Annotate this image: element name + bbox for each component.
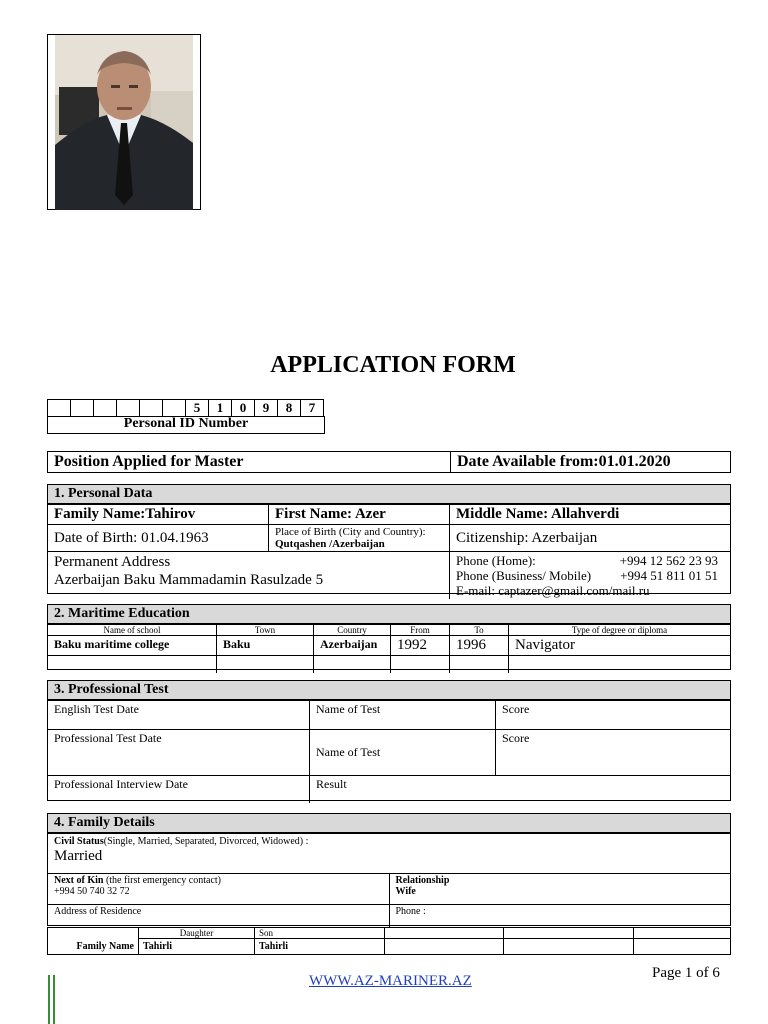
col-degree: Type of degree or diploma: [509, 625, 731, 636]
address-label: Permanent Address: [54, 554, 171, 570]
kin-label: Next of Kin: [54, 875, 104, 886]
to-cell[interactable]: 1996: [450, 636, 509, 656]
id-digit[interactable]: [117, 400, 140, 417]
col-country: Country: [314, 625, 391, 636]
id-digit[interactable]: 1: [209, 400, 232, 417]
id-digit[interactable]: 0: [232, 400, 255, 417]
address-field[interactable]: [48, 552, 450, 600]
date-available[interactable]: Date Available from:01.01.2020: [451, 452, 731, 473]
col-from: From: [391, 625, 450, 636]
civil-value: Married: [54, 848, 103, 864]
civil-status-field[interactable]: [48, 834, 730, 874]
from-cell[interactable]: 1992: [391, 636, 450, 656]
empty-cell: [634, 928, 731, 939]
english-test-date[interactable]: English Test Date: [48, 701, 310, 730]
kin-label-rest: (the first emergency contact): [103, 875, 221, 886]
interview-date[interactable]: Professional Interview Date: [48, 776, 310, 803]
id-digit[interactable]: 8: [278, 400, 301, 417]
family-name-field[interactable]: Family Name:Tahirov: [48, 505, 269, 525]
col-town: Town: [217, 625, 314, 636]
daughter-name[interactable]: Tahirli: [139, 939, 255, 955]
family-details-section: [47, 813, 731, 926]
civil-label: Civil Status: [54, 836, 104, 847]
section-header: 2. Maritime Education: [48, 605, 730, 624]
empty-cell[interactable]: [509, 656, 731, 673]
empty-cell[interactable]: [314, 656, 391, 673]
name-of-test-2[interactable]: Name of Test: [310, 730, 496, 776]
phone-home-value: +994 12 562 23 93: [619, 553, 718, 568]
page-title: APPLICATION FORM: [270, 352, 516, 378]
citizenship-field[interactable]: Citizenship: Azerbaijan: [450, 525, 731, 552]
contact-field[interactable]: [450, 552, 731, 600]
personal-id-boxes: [47, 399, 324, 417]
residence-phone[interactable]: Phone :: [389, 905, 730, 927]
section-header: 3. Professional Test: [48, 681, 730, 700]
pob-value: Qutqashen /Azerbaijan: [275, 538, 385, 550]
empty-cell[interactable]: [504, 939, 634, 955]
position-applied[interactable]: Position Applied for Master: [48, 452, 451, 473]
professional-test-section: [47, 680, 731, 801]
empty-cell: [48, 928, 139, 939]
id-digit[interactable]: [71, 400, 94, 417]
score-1[interactable]: Score: [496, 701, 731, 730]
relationship-field[interactable]: [389, 874, 730, 905]
empty-cell[interactable]: [450, 656, 509, 673]
phone-home-label: Phone (Home):: [456, 553, 536, 568]
pob-label: Place of Birth (City and Country):: [275, 526, 426, 538]
website-link[interactable]: WWW.AZ-MARINER.AZ: [309, 973, 472, 989]
first-name-field[interactable]: First Name: Azer: [269, 505, 450, 525]
section-header: 1. Personal Data: [48, 485, 730, 504]
score-2[interactable]: Score: [496, 730, 731, 776]
personal-data-section: [47, 484, 731, 598]
daughter-label: Daughter: [139, 928, 255, 939]
school-cell[interactable]: Baku maritime college: [48, 636, 217, 656]
id-digit[interactable]: 9: [255, 400, 278, 417]
relationship-label: Relationship: [395, 875, 450, 886]
applicant-photo: [47, 34, 201, 210]
id-digit[interactable]: 5: [186, 400, 209, 417]
id-digit[interactable]: [94, 400, 117, 417]
col-school: Name of school: [48, 625, 217, 636]
professional-test-date[interactable]: Professional Test Date: [48, 730, 310, 776]
footer-bars-decoration: [48, 975, 56, 1024]
empty-cell: [385, 928, 504, 939]
name-of-test-1[interactable]: Name of Test: [310, 701, 496, 730]
empty-cell[interactable]: [391, 656, 450, 673]
education-section: [47, 604, 731, 670]
middle-name-field[interactable]: Middle Name: Allahverdi: [450, 505, 731, 525]
empty-cell[interactable]: [217, 656, 314, 673]
id-digit[interactable]: [140, 400, 163, 417]
son-name[interactable]: Tahirli: [255, 939, 385, 955]
phone-mobile-value: +994 51 811 01 51: [620, 568, 718, 583]
country-cell[interactable]: Azerbaijan: [314, 636, 391, 656]
dob-field[interactable]: Date of Birth: 01.04.1963: [48, 525, 269, 552]
son-label: Son: [255, 928, 385, 939]
personal-id-label: Personal ID Number: [47, 416, 325, 434]
family-name-label: Family Name: [48, 939, 139, 955]
id-digit[interactable]: 7: [301, 400, 324, 417]
email-value: E-mail: captazer@gmail.com/mail.ru: [456, 583, 650, 598]
relationship-value: Wife: [395, 886, 416, 897]
result[interactable]: Result: [310, 776, 731, 803]
position-table: [47, 451, 731, 473]
id-digit[interactable]: [163, 400, 186, 417]
address-value: Azerbaijan Baku Mammadamin Rasulzade 5: [54, 572, 324, 588]
phone-mobile-label: Phone (Business/ Mobile): [456, 568, 592, 583]
id-digit[interactable]: [48, 400, 71, 417]
empty-cell: [504, 928, 634, 939]
empty-cell[interactable]: [385, 939, 504, 955]
empty-cell[interactable]: [634, 939, 731, 955]
degree-cell[interactable]: Navigator: [509, 636, 731, 656]
applicant-photo-icon: [55, 35, 193, 210]
family-names-table: [47, 927, 731, 955]
town-cell[interactable]: Baku: [217, 636, 314, 656]
section-header: 4. Family Details: [48, 814, 730, 833]
place-of-birth-field[interactable]: [269, 525, 450, 552]
next-of-kin-field[interactable]: [48, 874, 389, 905]
page-number: Page 1 of 6: [652, 965, 720, 981]
empty-cell[interactable]: [48, 656, 217, 673]
civil-label-rest: (Single, Married, Separated, Divorced, Widowed) :: [103, 836, 309, 847]
kin-phone: +994 50 740 32 72: [54, 886, 130, 897]
address-of-residence[interactable]: Address of Residence: [48, 905, 389, 927]
col-to: To: [450, 625, 509, 636]
